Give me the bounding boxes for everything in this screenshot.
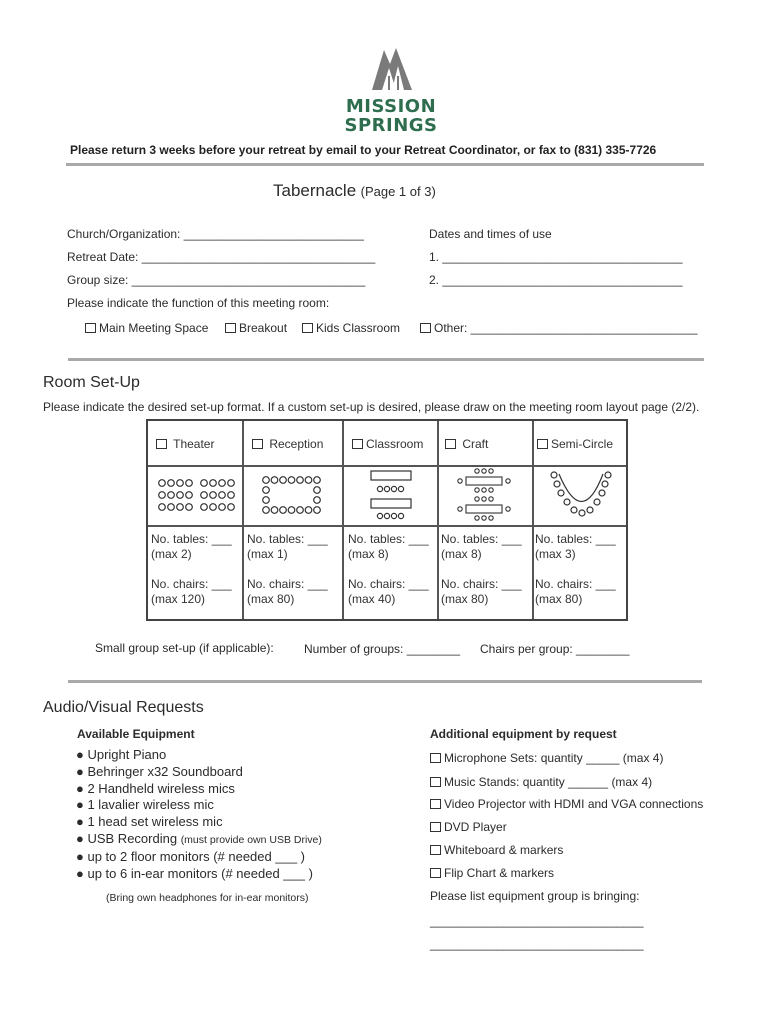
additional-whiteboard-label: Whiteboard & markers xyxy=(444,843,564,857)
bringing-prompt: Please list equipment group is bringing: xyxy=(430,889,640,903)
setup-classroom-option[interactable] xyxy=(352,437,423,451)
bringing-line-2[interactable]: ________________________________ xyxy=(430,937,644,951)
craft-tables[interactable]: No. tables: ___ xyxy=(441,532,522,546)
additional-mic-option[interactable] xyxy=(430,751,663,765)
reception-chairs xyxy=(247,577,328,607)
list-item[interactable]: ● up to 2 floor monitors (# needed ___ ) xyxy=(76,848,305,864)
dates-label: Dates and times of use xyxy=(429,227,552,241)
setup-semicircle-option[interactable] xyxy=(537,437,613,451)
classroom-diagram-icon xyxy=(362,469,418,521)
usb-item: ● USB Recording xyxy=(76,830,178,846)
semicircle-chairs xyxy=(535,577,616,607)
function-prompt: Please indicate the function of this meeting room: xyxy=(67,296,330,310)
additional-whiteboard-option[interactable] xyxy=(430,843,563,857)
list-item: ● 1 head set wireless mic xyxy=(76,814,223,830)
headphones-note: (Bring own headphones for in-ear monitors) xyxy=(106,892,309,904)
semicircle-checkbox[interactable] xyxy=(537,439,548,449)
chairs-per-group-field[interactable]: Chairs per group: ________ xyxy=(480,642,630,656)
craft-chairs-max: (max 80) xyxy=(441,592,489,606)
craft-chairs xyxy=(441,577,522,607)
mic-checkbox[interactable] xyxy=(430,753,441,763)
additional-stands-option[interactable] xyxy=(430,775,652,789)
reception-counts xyxy=(247,532,328,562)
theater-checkbox[interactable] xyxy=(156,439,167,449)
available-label: Available Equipment xyxy=(77,727,195,741)
classroom-checkbox[interactable] xyxy=(352,439,363,449)
function-breakout-label: Breakout xyxy=(239,321,288,335)
retreat-date-field[interactable]: Retreat Date: ___________________________________ xyxy=(67,250,376,264)
craft-tables-max: (max 8) xyxy=(441,547,482,561)
theater-tables[interactable]: No. tables: ___ xyxy=(151,532,232,546)
theater-diagram-icon xyxy=(154,473,238,517)
list-item xyxy=(76,831,322,849)
classroom-chairs xyxy=(348,577,429,607)
additional-label: Additional equipment by request xyxy=(430,727,617,741)
classroom-chairs-field[interactable]: No. chairs: ___ xyxy=(348,577,429,591)
available-list xyxy=(76,747,322,882)
small-group-label: Small group set-up (if applicable): xyxy=(95,641,274,655)
additional-dvd-label: DVD Player xyxy=(444,820,507,834)
theater-chairs xyxy=(151,577,232,607)
additional-projector-option[interactable] xyxy=(430,797,703,811)
list-item: ● Upright Piano xyxy=(76,747,167,762)
classroom-tables-max: (max 8) xyxy=(348,547,389,561)
title-page: (Page 1 of 3) xyxy=(360,184,436,199)
semicircle-chairs-field[interactable]: No. chairs: ___ xyxy=(535,577,616,591)
function-kids-label: Kids Classroom xyxy=(316,321,401,335)
function-other-label: Other: __________________________________ xyxy=(434,321,698,335)
semicircle-tables[interactable]: No. tables: ___ xyxy=(535,532,616,546)
date-2-field[interactable]: 2. ____________________________________ xyxy=(429,273,683,287)
other-checkbox[interactable] xyxy=(420,323,431,333)
classroom-counts xyxy=(348,532,429,562)
whiteboard-checkbox[interactable] xyxy=(430,845,441,855)
theater-tables-max: (max 2) xyxy=(151,547,192,561)
craft-checkbox[interactable] xyxy=(445,439,456,449)
flipchart-checkbox[interactable] xyxy=(430,868,441,878)
theater-chairs-field[interactable]: No. chairs: ___ xyxy=(151,577,232,591)
craft-counts xyxy=(441,532,522,562)
function-main-label: Main Meeting Space xyxy=(99,321,209,335)
classroom-label: Classroom xyxy=(366,437,424,451)
reception-tables[interactable]: No. tables: ___ xyxy=(247,532,328,546)
divider xyxy=(66,163,704,166)
additional-flipchart-option[interactable] xyxy=(430,866,554,880)
group-size-field[interactable]: Group size: ___________________________________ xyxy=(67,273,366,287)
list-item: ● 2 Handheld wireless mics xyxy=(76,780,235,796)
semicircle-diagram-icon xyxy=(548,469,618,523)
num-groups-field[interactable]: Number of groups: ________ xyxy=(304,642,461,656)
theater-label: Theater xyxy=(173,437,215,451)
reception-tables-max: (max 1) xyxy=(247,547,288,561)
return-notice: Please return 3 weeks before your retreat by email to your Retreat Coordinator, or fax to (831) 335-7726 xyxy=(70,143,657,157)
divider xyxy=(68,358,704,361)
function-kids-option[interactable] xyxy=(302,321,400,335)
craft-label: Craft xyxy=(462,437,489,451)
theater-counts xyxy=(151,532,232,562)
title-main: Tabernacle xyxy=(273,181,357,200)
craft-diagram-icon xyxy=(454,467,514,523)
reception-diagram-icon xyxy=(260,473,324,517)
function-main-option[interactable] xyxy=(85,321,208,335)
dvd-checkbox[interactable] xyxy=(430,822,441,832)
reception-chairs-field[interactable]: No. chairs: ___ xyxy=(247,577,328,591)
page-title xyxy=(273,181,436,201)
list-item: ● 1 lavalier wireless mic xyxy=(76,797,214,813)
semicircle-tables-max: (max 3) xyxy=(535,547,576,561)
classroom-chairs-max: (max 40) xyxy=(348,592,396,606)
classroom-tables[interactable]: No. tables: ___ xyxy=(348,532,429,546)
church-field[interactable]: Church/Organization: ___________________________ xyxy=(67,227,364,241)
semicircle-counts xyxy=(535,532,616,562)
setup-theater-option[interactable] xyxy=(156,437,214,451)
list-item: ● Behringer x32 Soundboard xyxy=(76,763,243,779)
reception-chairs-max: (max 80) xyxy=(247,592,295,606)
semicircle-label: Semi-Circle xyxy=(551,437,614,451)
theater-chairs-max: (max 120) xyxy=(151,592,206,606)
usb-note: (must provide own USB Drive) xyxy=(180,833,322,846)
main-checkbox[interactable] xyxy=(85,323,96,333)
semicircle-chairs-max: (max 80) xyxy=(535,592,583,606)
setup-table xyxy=(146,419,628,621)
craft-chairs-field[interactable]: No. chairs: ___ xyxy=(441,577,522,591)
room-setup-heading: Room Set-Up xyxy=(43,374,140,391)
list-item[interactable]: ● up to 6 in-ear monitors (# needed ___ ) xyxy=(76,865,313,881)
additional-flipchart-label: Flip Chart & markers xyxy=(444,866,555,880)
breakout-checkbox[interactable] xyxy=(225,323,236,333)
room-setup-instruction: Please indicate the desired set-up format. If a custom set-up is desired, please draw on the meeting room layout page (2/2). xyxy=(43,400,700,414)
kids-checkbox[interactable] xyxy=(302,323,313,333)
additional-dvd-option[interactable] xyxy=(430,820,507,834)
function-other-option[interactable] xyxy=(420,321,698,335)
additional-mic-label: Microphone Sets: quantity _____ (max 4) xyxy=(444,751,664,765)
bringing-line-1[interactable]: ________________________________ xyxy=(430,914,644,928)
setup-reception-option[interactable] xyxy=(252,437,323,451)
function-breakout-option[interactable] xyxy=(225,321,287,335)
additional-stands-label: Music Stands: quantity ______ (max 4) xyxy=(444,775,653,789)
additional-projector-label: Video Projector with HDMI and VGA connections xyxy=(444,797,704,811)
projector-checkbox[interactable] xyxy=(430,799,441,809)
reception-label: Reception xyxy=(269,437,324,451)
mission-springs-logo-icon xyxy=(370,46,414,92)
divider xyxy=(68,680,702,683)
logo-line-1: MISSION xyxy=(345,96,437,117)
reception-checkbox[interactable] xyxy=(252,439,263,449)
stands-checkbox[interactable] xyxy=(430,777,441,787)
date-1-field[interactable]: 1. ____________________________________ xyxy=(429,250,683,264)
av-heading: Audio/Visual Requests xyxy=(43,699,204,716)
logo-line-2: SPRINGS xyxy=(344,115,438,136)
setup-craft-option[interactable] xyxy=(445,437,488,451)
